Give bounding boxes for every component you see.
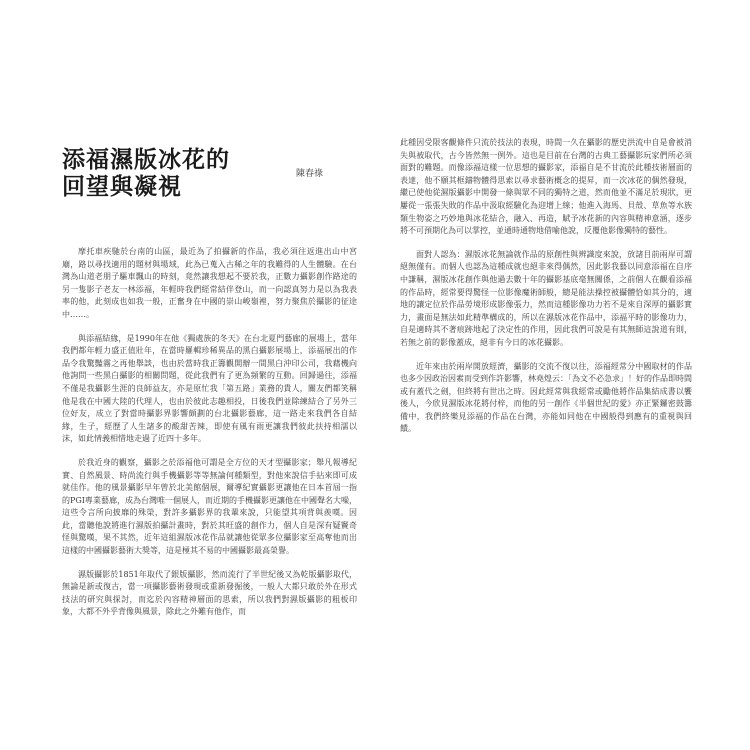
left-paragraph-3: 於我近身的觀察，攝影之於添福他可謂是全方位的天才型攝影家；舉凡報導紀實、自然風景、時尚流行與手機攝影等等無論何種類型，對他來說信手拈來即可成就佳作。他的風景攝影早年曾於北美館個展，爾導紀實攝影更讓他在日本首屆一指的PGI專業藝廊，成為台灣唯一個展人，而近期的手機攝影更讓他在中國聲名大噪，這些令言所向披靡的殊榮，對許多攝影界的我輩來說，只能望其項背與羨嘆。因此，當聽他說將進行濕版拍攝計畫時，對於其旺盛的創作力，個人自是深有疑竇奇怪與驚嘆，果不其然，近年這組濕版冰花作品就讓他從眾多位攝影家至高奪他而出這樣的中國攝影藝術大獎等，這是極其不易的中國攝影最高榮譽。 [62, 457, 357, 556]
right-paragraph-2: 面對人認為：濕版冰花無論就作品的原創性與辨識度來說，放諸目前兩岸可謂絕無僅有。而個人也認為這種成就也絕非來得偶然，因此影我藝以同意添福在自序中謙稱，濕版冰花創作與他過去數十年的攝影基底毫無關係，之前個人在觀看添福的作品時，經常要得驚怪一位影像魔術師般，總是能法操控被攝體恰如其分的，適地的讓定位於作品勞境形成影像張力，然而這種影像功力若不是來自深厚的攝影實力，畫面是無法如此精準構成的，所以在濕版冰花作品中，添福平時的影像功力，自是適時其不著痕跡地起了決定性的作用，因此我們可說是有其無師這說道有則，若無之前的影像蓋成，絕非有今日的冰花攝影。 [400, 249, 692, 347]
author-name: 陳春祿 [296, 169, 324, 179]
article-title-line-2: 回望與凝視 [62, 173, 182, 200]
left-column-body [62, 246, 357, 630]
right-column-body [400, 137, 692, 447]
article-title-line-1: 添福濕版冰花的 [62, 146, 230, 173]
left-paragraph-4: 濕版攝影於1851年取代了銀版攝影，然而流行了半世紀後又為乾版攝影取代，無論是新或復古，當一項攝影藝術發現或重新發掘後，一般人大都只敢於外在形式技法的研究與探討，而迄於內容精神層面的思索，所以我們對濕版攝影的粗板印象，大都不外乎背像與風景，除此之外難有他作，而 [62, 569, 357, 617]
left-paragraph-2: 與添福結緣，是1990年在他《獨處族的冬天》在台北夏門藝廊的展場上，當年我們都年輕力盛正值壯年，在當時羅輯珍稀異品的黑白攝影展場上，添福展出的作品令我驚豔霧之再他舉談，也由於當時我正籌觀開辦一間黑白沖印公司，我藉機向他詢問一些黑白攝影的相關問題，從此我們有了更為頻繁的互動。回歸過往，添福不僅是我攝影生涯的良師益友，亦是原忙我「第五路」業務的貴人，關友們都笑稱他是我在中國大陸的代理人，也由於彼此志趣相投，日後我們並除練結合了另外三位好友，成立了對當時攝影界影響頗劃的台北攝影藝廊，這一路走來我們各自結緣，生子，經歷了人生諸多的酸甜苦辣，即使有風有雨更讓我們彼此扶持相濡以沫，如此情義相惜地走過了近四十多年。 [62, 333, 357, 444]
right-paragraph-1: 此種因受限客觀條件只流於技法的表現，時間一久在攝影的歷史洪流中自是會被消失與被取代，古今皆然無一例外。這也是目前在台灣的古典工藝攝影玩家們所必須面對的難題。而像添福這樣一位思想的攝影家，添福自是不甘流於此種技術層面的表達，他不願其框鑄物體得思索以尋求藝術概念的提昇，而一次冰花的偶然發現，繼已使他從濕版攝影中開發一條與眾不同的獨特之道，然而他並不滿足於現狀，更屢從一張張失敗的作品中汲取經驗化為迎增上線；他進入海馬、貝殼、草魚等水族類生物姿之巧妙地與冰花結合，融入、再造，賦予冰花新的內容與精神意涵，逐步將不可預期化為可以掌控，並通時通物地借喻他說，反覆他影像獨特的藝性。 [400, 138, 692, 236]
article-title [62, 146, 230, 200]
left-paragraph-1: 摩托車疾馳於台南的山區，最近為了拍攝新的作品，我必須往返進出山中宮廟，路以尋找適用的題材與場域，此為已蒐入古稀之年的我難得的人生體驗。在台灣為山道老朋子驅車飄山的時刻，竟然讓我想起不要於我，正數力攝影創作路途的另一隻影子老友一林添福，年輕時我們經常結伴登山，而一向認真努力是以為我表率的他，此刻成也如我一般，正奮身在中國的崇山峻嶺裡，努力聚焦於攝影的征途中……。 [62, 247, 357, 319]
right-paragraph-3: 近年來由於兩岸開放經濟，攝影的交流不復以往，添福經常分中國取材的作品也多少因政治因素而受到作許影響，林堯煌云：「為文不必急求」！好的作品即時間或有蓋代之劍，但終將有世出之時。因此經常與我經常或勵他將作品集結成書以饗後人，今欣見濕版冰花將付梓，而他的另一創作《半個世紀的愛》亦正緊鑼密鼓籌備中，我們終樂見添福的作品在台灣，亦能如同他在中國般得到應有的重視與回饋。 [400, 361, 692, 434]
